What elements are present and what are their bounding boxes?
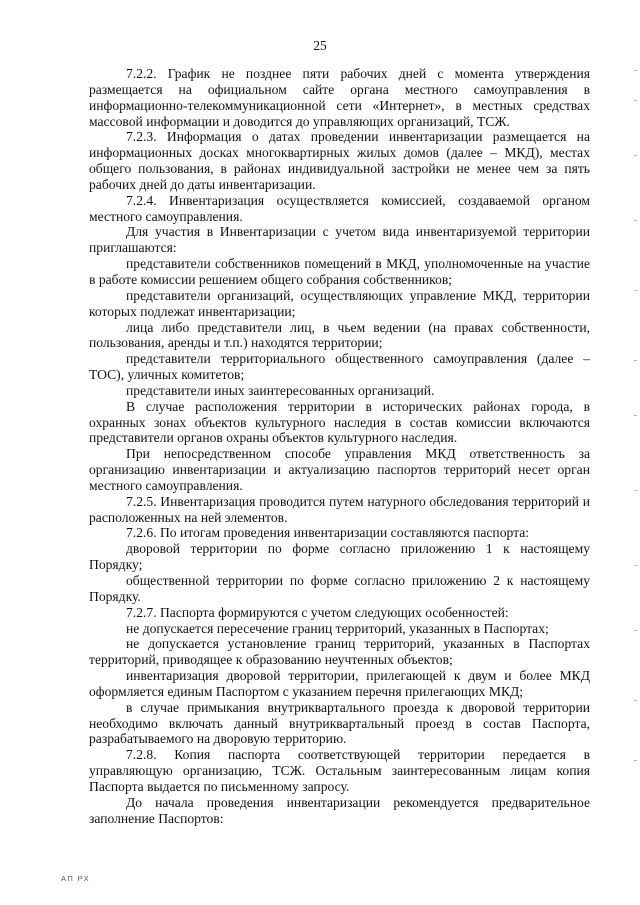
list-item-tos: представители территориального общественного самоуправления (далее – ТОС), уличных комитетов; bbox=[89, 351, 590, 383]
paragraph-7-2-4: 7.2.4. Инвентаризация осуществляется комиссией, создаваемой органом местного самоуправления. bbox=[89, 192, 590, 224]
document-body bbox=[89, 66, 590, 827]
list-item-owners: представители собственников помещений в МКД, уполномоченные на участие в работе комиссии решением общего собрания собственников; bbox=[89, 256, 590, 287]
paragraph-participants-intro: Для участия в Инвентаризации с учетом вида инвентаризуемой территории приглашаются: bbox=[89, 224, 590, 256]
paragraph-7-2-6: 7.2.6. По итогам проведения инвентаризации составляются паспорта: bbox=[126, 525, 530, 541]
paragraph-7-2-8: 7.2.8. Копия паспорта соответствующей территории передается в управляющую организацию, ТСЖ. Остальным заинтересованным лицам копия Паспорта выдается по письменному запросу. bbox=[89, 747, 590, 794]
paragraph-7-2-7: 7.2.7. Паспорта формируются с учетом следующих особенностей: bbox=[126, 604, 509, 620]
list-item-no-overlap: не допускается пересечение границ территорий, указанных в Паспортах; bbox=[126, 620, 549, 636]
list-item-managing-orgs: представители организаций, осуществляющих управление МКД, территории которых подлежат инвентаризации; bbox=[89, 287, 590, 319]
list-item-driveway: в случае примыкания внутриквартального проезда к дворовой территории необходимо включать данный внутриквартальный проезд в состав Паспорта, разрабатываемого на дворовую территорию. bbox=[89, 699, 590, 747]
list-item-other-orgs: представители иных заинтересованных организаций. bbox=[126, 382, 435, 398]
paragraph-7-2-2: 7.2.2. График не позднее пяти рабочих дней с момента утверждения размещается на официальном сайте органа местного самоуправления в информационно-телекоммуникационной сети «Интернет», в местных средствах массовой информации и доводится до управляющих организаций, ТСЖ. bbox=[89, 66, 590, 129]
page-number: 25 bbox=[313, 38, 327, 53]
paragraph-direct-management: При непосредственном способе управления МКД ответственность за организацию инвентаризации и актуализацию паспортов территорий несет орган местного самоуправления. bbox=[89, 446, 590, 493]
paragraph-prefill: До начала проведения инвентаризации рекомендуется предварительное заполнение Паспортов: bbox=[89, 794, 590, 826]
paragraph-7-2-3: 7.2.3. Информация о датах проведении инвентаризации размещается на информационных досках многоквартирных жилых домов (далее – МКД), местах общего пользования, в районах индивидуальной застройки не менее чем за пять рабочих дней до даты инвентаризации. bbox=[89, 129, 590, 192]
footer-stamp: АП РХ bbox=[61, 874, 91, 883]
scan-edge-marks bbox=[629, 60, 637, 820]
list-item-persons: лица либо представители лиц, в чьем ведении (на правах собственности, пользования, аренды и т.п.) находятся территории; bbox=[89, 319, 590, 351]
paragraph-7-2-5: 7.2.5. Инвентаризация проводится путем натурного обследования территорий и расположенных на ней элементов. bbox=[89, 493, 590, 525]
list-item-public-territory: общественной территории по форме согласно приложению 2 к настоящему Порядку. bbox=[89, 573, 590, 604]
list-item-no-unaccounted: не допускается установление границ территорий, указанных в Паспортах территорий, приводящее к образованию неучтенных объектов; bbox=[89, 636, 590, 668]
paragraph-heritage: В случае расположения территории в исторических районах города, в охранных зонах объектов культурного наследия в состав комиссии включаются представители органов охраны объектов культурного наследия. bbox=[89, 398, 590, 446]
list-item-single-passport: инвентаризация дворовой территории, прилегающей к двум и более МКД оформляется единым Паспортом с указанием перечня прилегающих МКД; bbox=[89, 668, 590, 699]
list-item-yard-territory: дворовой территории по форме согласно приложению 1 к настоящему Порядку; bbox=[89, 541, 590, 573]
